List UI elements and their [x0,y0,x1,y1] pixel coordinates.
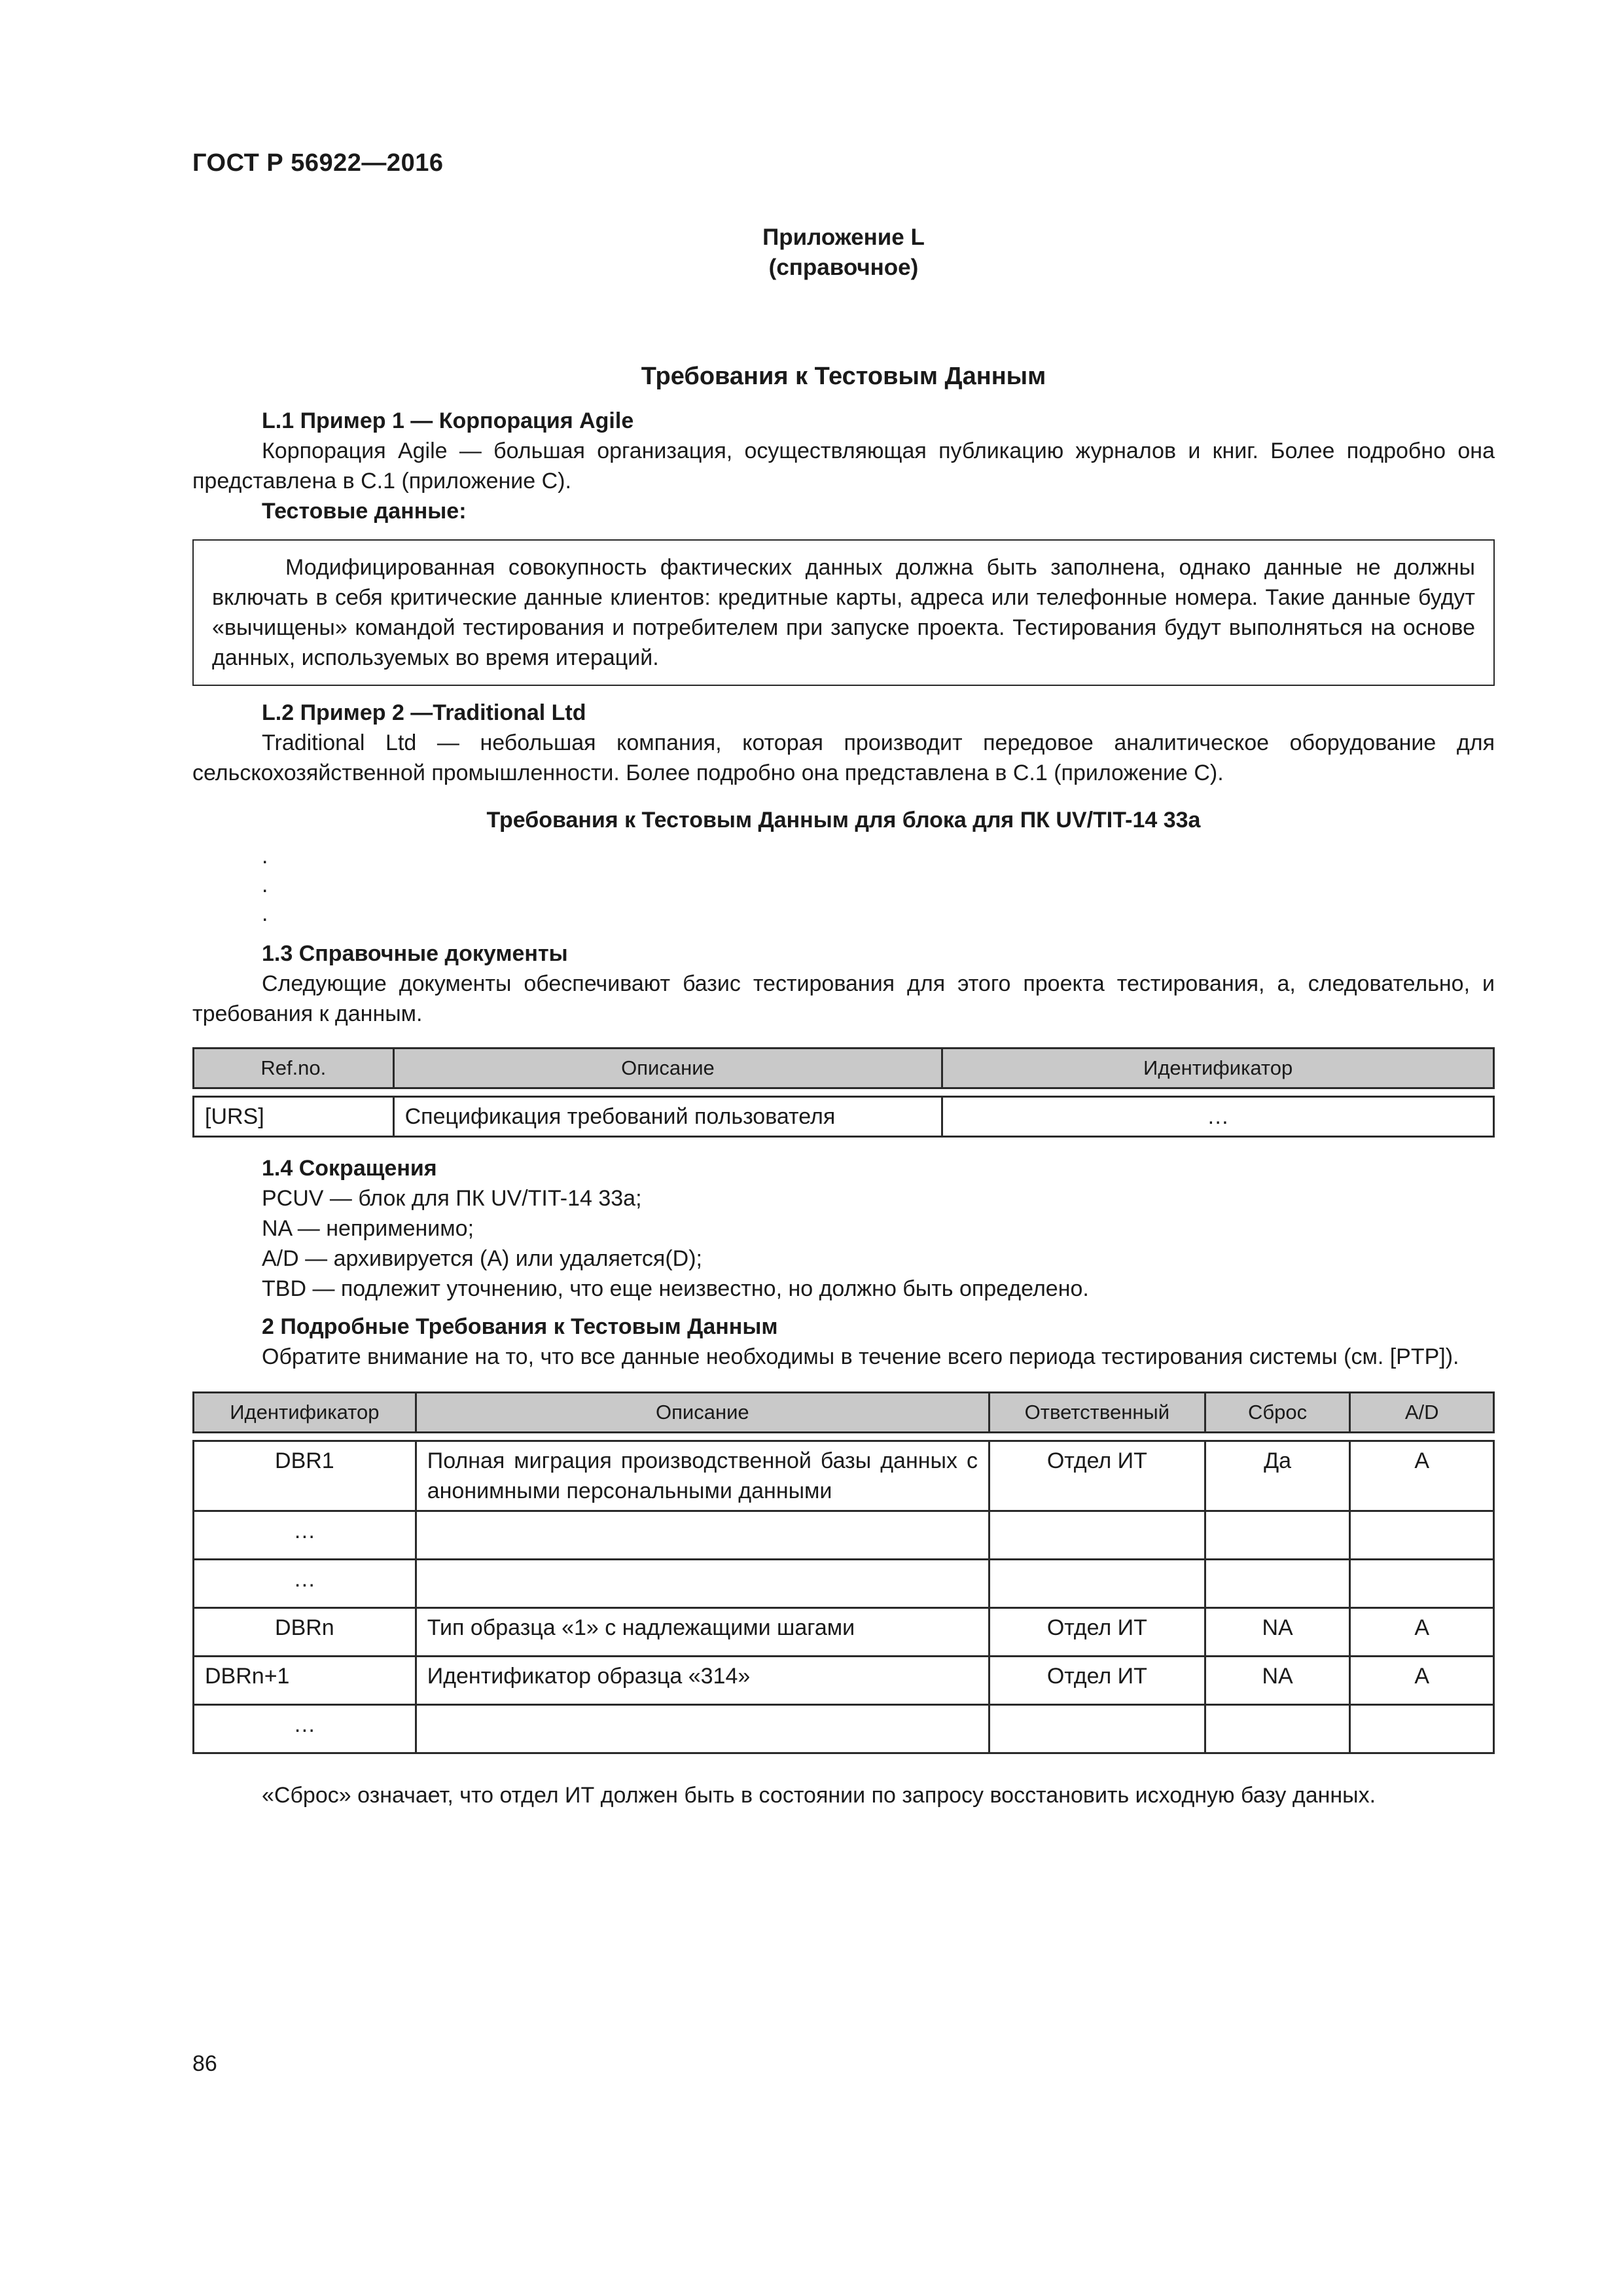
section-heading-2: 2 Подробные Требования к Тестовым Данным [262,1314,778,1339]
table-cell: … [194,1511,416,1560]
ellipsis-dots [192,842,1495,928]
table-cell: … [194,1705,416,1753]
section-heading-1-4: 1.4 Сокращения [262,1156,437,1181]
column-header-ad: A/D [1350,1393,1494,1433]
table-cell [989,1511,1205,1560]
abbreviation-item: TBD — подлежит уточнению, что еще неизвестно, но должно быть определено. [262,1276,1089,1301]
table-spacer-row [194,1088,1494,1097]
appendix-type: (справочное) [768,255,919,280]
page-title: Требования к Тестовым Данным [641,363,1046,390]
column-header-responsible: Ответственный [989,1393,1205,1433]
table-cell [1350,1705,1494,1753]
table-cell: A [1350,1441,1494,1511]
table-cell [416,1560,989,1608]
table-cell [1350,1560,1494,1608]
table-cell: Идентификатор образца «314» [416,1657,989,1705]
table-cell: NA [1205,1608,1350,1657]
dot: . [262,872,268,897]
table-row [194,1097,1494,1137]
table-cell: DBRn [194,1608,416,1657]
table-cell [1205,1705,1350,1753]
table-cell [416,1511,989,1560]
table-cell: DBRn+1 [194,1657,416,1705]
table-cell: DBR1 [194,1441,416,1511]
column-header-reset: Сброс [1205,1393,1350,1433]
table-cell [989,1705,1205,1753]
paragraph-2: Обратите внимание на то, что все данные необходимы в течение всего периода тестирования системы (см. [PTP]). [262,1344,1459,1369]
table-cell [1350,1511,1494,1560]
table-cell: A [1350,1608,1494,1657]
column-header-identifier: Идентификатор [194,1393,416,1433]
test-data-box [192,539,1495,686]
table-row [194,1608,1494,1657]
test-data-label: Тестовые данные: [262,499,467,524]
dot: . [262,844,268,869]
subtitle-requirements: Требования к Тестовым Данным для блока для ПК UV/TIT-14 33a [486,808,1201,833]
dot: . [262,901,268,926]
abbreviation-item: PCUV — блок для ПК UV/TIT-14 33a; [262,1186,642,1211]
page-content [192,223,1495,1810]
table-row [194,1657,1494,1705]
column-header-identifier: Идентификатор [942,1049,1494,1088]
section-heading-l1: L.1 Пример 1 — Корпорация Agile [262,408,634,433]
paragraph-l1: Корпорация Agile — большая организация, осуществляющая публикацию журналов и книг. Более подробно она представлена в С.1 (приложение С). [192,439,1495,493]
column-header-description: Описание [393,1049,942,1088]
table-cell [416,1705,989,1753]
table-header-row [194,1049,1494,1088]
table-cell: Да [1205,1441,1350,1511]
table-cell: Отдел ИТ [989,1441,1205,1511]
table-cell: Спецификация требований пользователя [393,1097,942,1137]
table-row [194,1441,1494,1511]
table-cell [1205,1560,1350,1608]
table-cell: Отдел ИТ [989,1657,1205,1705]
table-cell: … [194,1560,416,1608]
table-cell: … [942,1097,1494,1137]
abbreviation-item: A/D — архивируется (A) или удаляется(D); [262,1246,702,1271]
table-cell: Отдел ИТ [989,1608,1205,1657]
column-header-refno: Ref.no. [194,1049,394,1088]
table-header-row [194,1393,1494,1433]
table-cell [1205,1511,1350,1560]
reference-documents-table [192,1047,1495,1138]
table-cell [989,1560,1205,1608]
abbreviations-list [192,1183,1495,1304]
section-heading-l2: L.2 Пример 2 —Traditional Ltd [262,700,586,725]
table-cell: Полная миграция производственной базы данных с анонимными персональными данными [416,1441,989,1511]
table-spacer-row [194,1433,1494,1441]
column-header-description: Описание [416,1393,989,1433]
table-cell: NA [1205,1657,1350,1705]
section-heading-1-3: 1.3 Справочные документы [262,941,568,966]
table-row [194,1511,1494,1560]
appendix-label: Приложение L [762,224,925,250]
test-data-requirements-table [192,1391,1495,1754]
table-cell: A [1350,1657,1494,1705]
table-cell: [URS] [194,1097,394,1137]
paragraph-1-3: Следующие документы обеспечивают базис тестирования для этого проекта тестирования, а, следовательно, и требования к данным. [192,971,1495,1026]
table-row [194,1705,1494,1753]
standard-code: ГОСТ Р 56922—2016 [192,149,444,177]
abbreviation-item: NA — неприменимо; [262,1216,474,1241]
paragraph-l2: Traditional Ltd — небольшая компания, которая производит передовое аналитическое оборудование для сельскохозяйственной промышленности. Более подробно она представлена в С.1 (приложение С). [192,730,1495,785]
page-number: 86 [192,2051,217,2076]
reset-note: «Сброс» означает, что отдел ИТ должен быть в состоянии по запросу восстановить исходную базу данных. [262,1783,1376,1808]
table-cell: Тип образца «1» с надлежащими шагами [416,1608,989,1657]
table-row [194,1560,1494,1608]
test-data-box-text: Модифицированная совокупность фактических данных должна быть заполнена, однако данные не должны включать в себя критические данные клиентов: кредитные карты, адреса или телефонные номера. Такие данные будут «вычищены» командой тестирования и потребителем при запуске проекта. Тестирования будут выполняться на основе данных, используемых во время итераций. [212,555,1475,670]
